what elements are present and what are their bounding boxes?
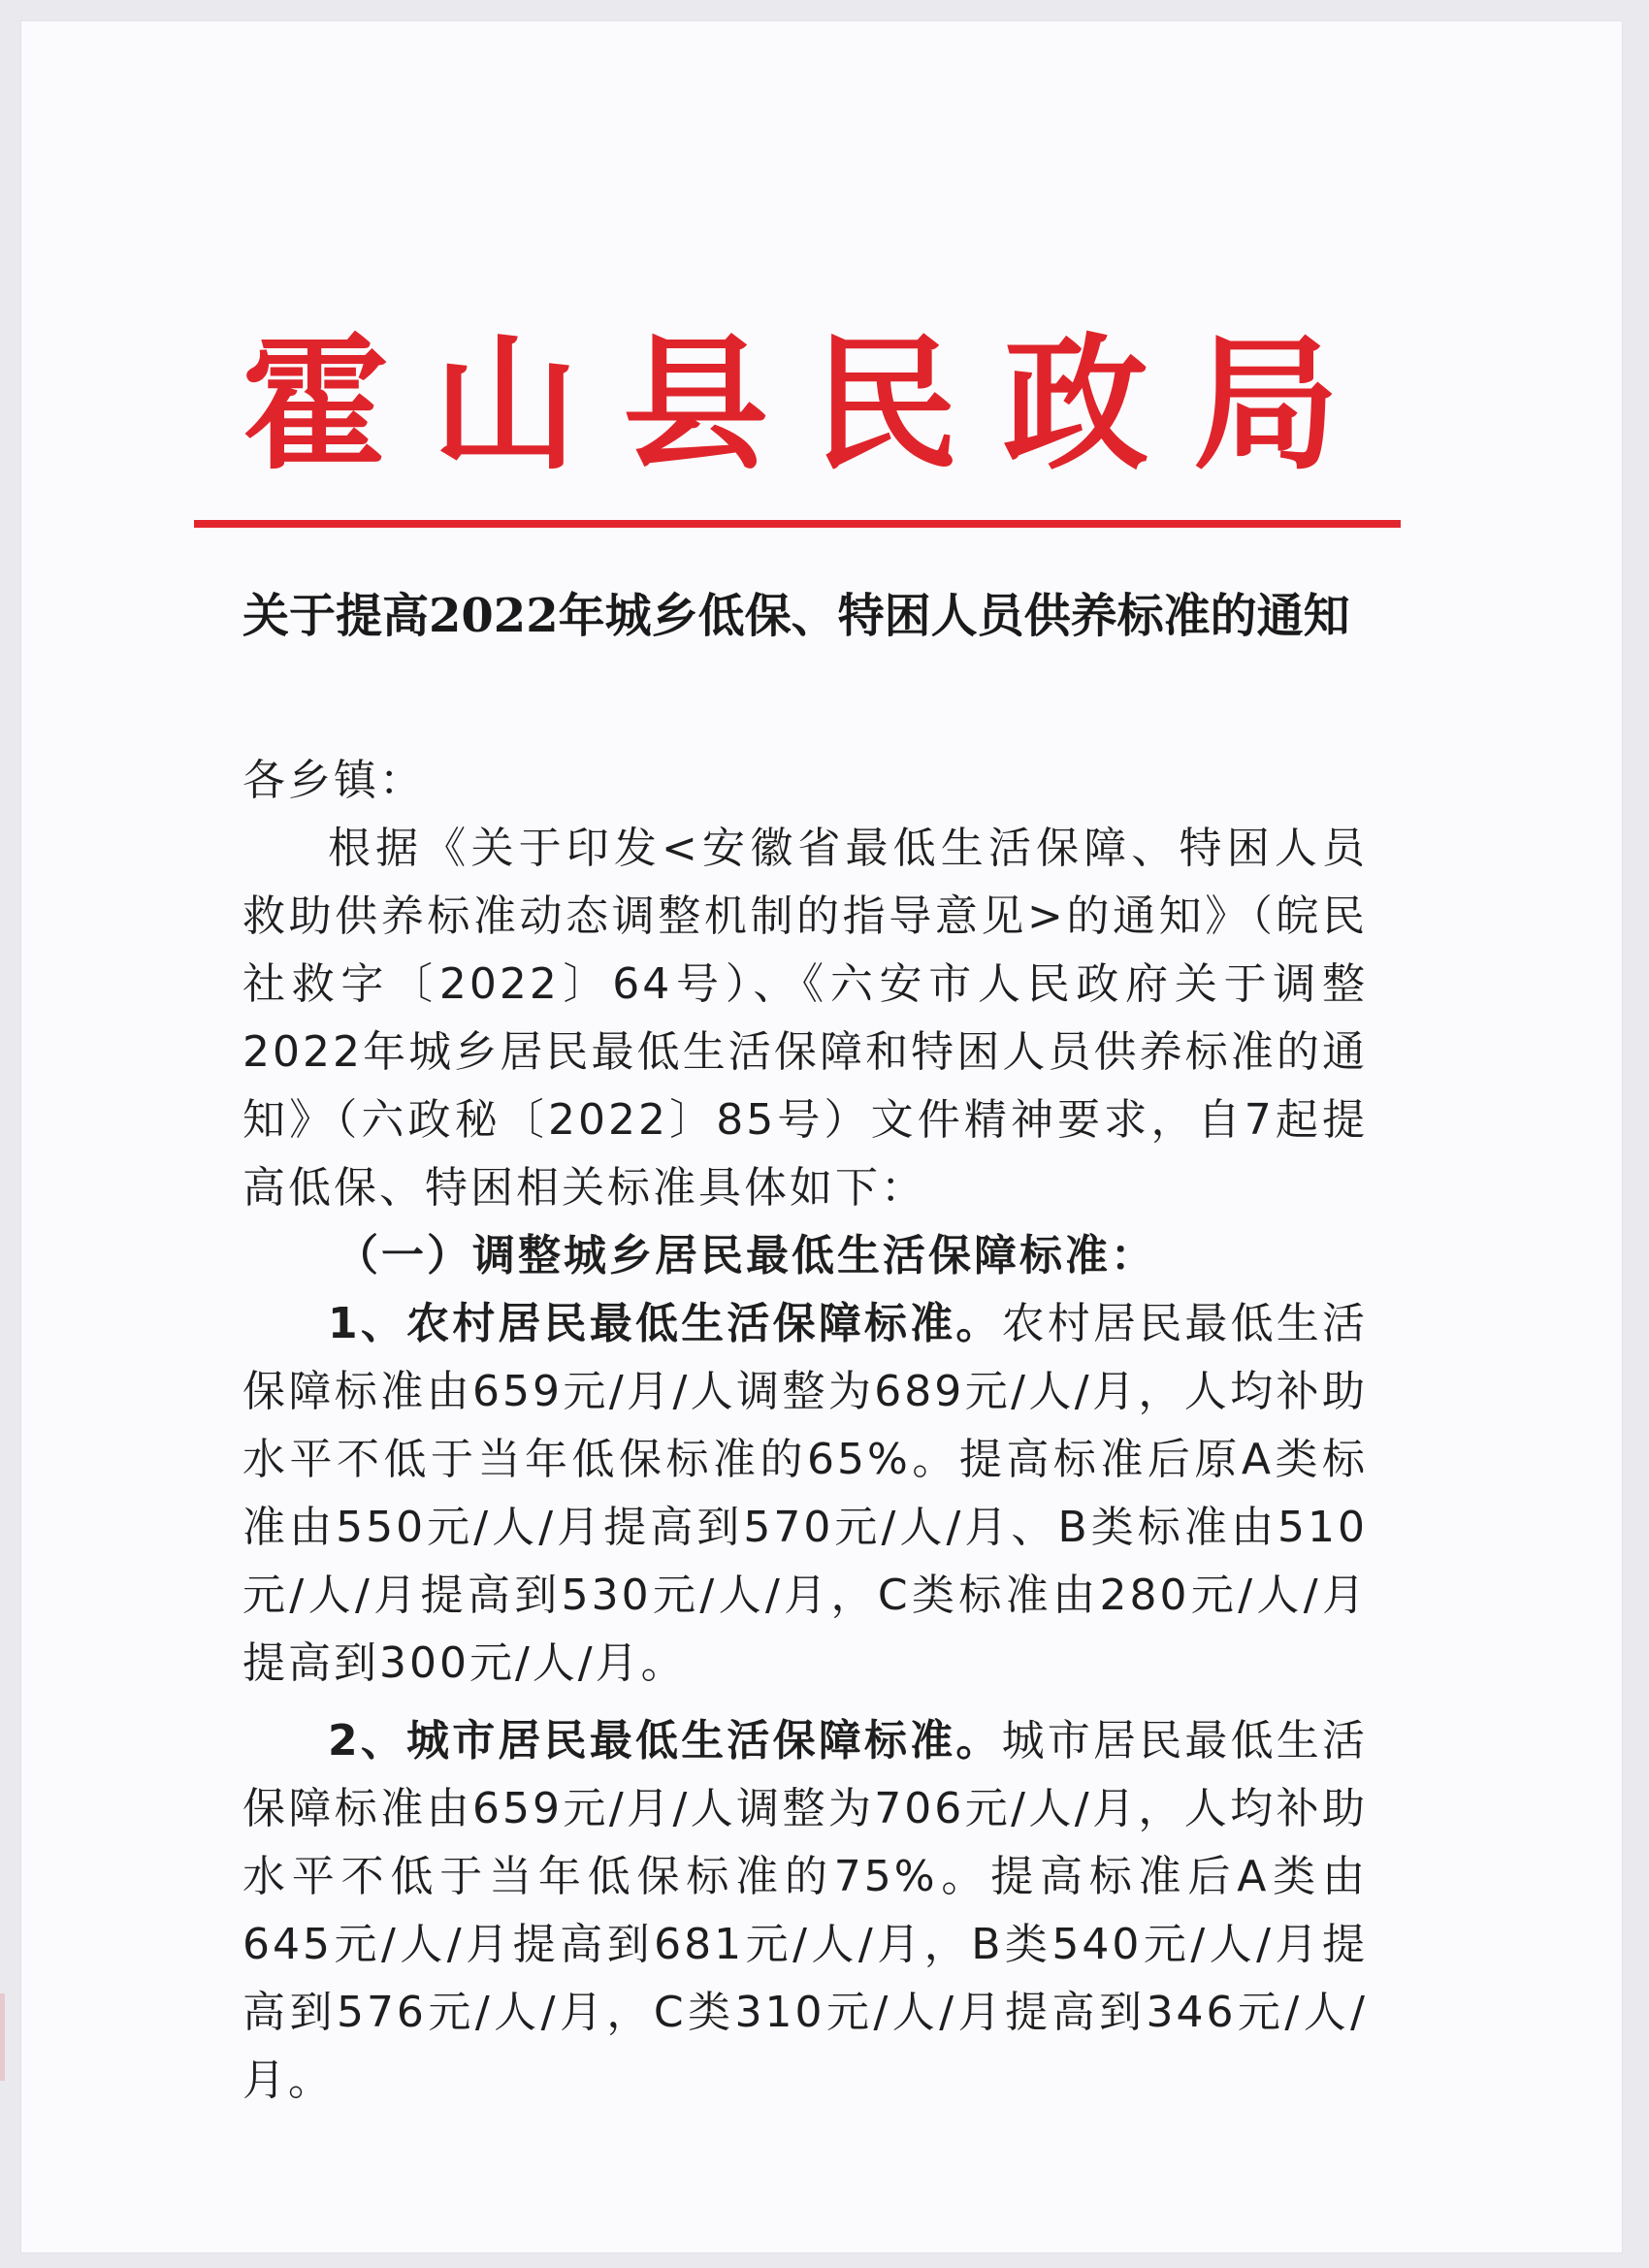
item-1-body: 农村居民最低生活保障标准由659元/月/人调整为689元/人/月，人均补助水平不低于当年低保标准的65%。提高标准后原A类标准由550元/人/月提高到570元/人/月、B类标准由510元/人/月提高到530元/人/月，C类标准由280元/人/月提高到300元/人/月。: [242, 1299, 1369, 1688]
issuer-masthead: 霍山县民政局: [242, 319, 1384, 490]
intro-paragraph: 根据《关于印发<安徽省最低生活保障、特困人员救助供养标准动态调整机制的指导意见>的通知》（皖民社救字〔2022〕64号）、《六安市人民政府关于调整2022年城乡居民最低生活保障和特困人员供养标准的通知》（六政秘〔2022〕85号）文件精神要求，自7起提高低保、特困相关标准具体如下：: [242, 824, 1368, 1213]
scan-edge-mark: [0, 1993, 5, 2081]
section-1-heading: （一）调整城乡居民最低生活保障标准：: [336, 1231, 1156, 1280]
red-header-rule: [194, 520, 1401, 528]
document-title: 关于提高2022年城乡低保、特困人员供养标准的通知: [242, 589, 1350, 643]
document-body: [242, 747, 1368, 2115]
item-2-paragraph: [242, 1707, 1368, 2115]
salutation: 各乡镇：: [242, 756, 425, 805]
item-1-heading: 1、农村居民最低生活保障标准。: [328, 1299, 1002, 1348]
item-2-body: 城市居民最低生活保障标准由659元/月/人调整为706元/人/月，人均补助水平不低于当年低保标准的75%。提高标准后A类由645元/人/月提高到681元/人/月，B类540元/人/月提高到576元/人/月，C类310元/人/月提高到346元/人/月。: [242, 1716, 1369, 2105]
item-1-paragraph: [242, 1290, 1368, 1698]
item-2-heading: 2、城市居民最低生活保障标准。: [328, 1716, 1002, 1766]
